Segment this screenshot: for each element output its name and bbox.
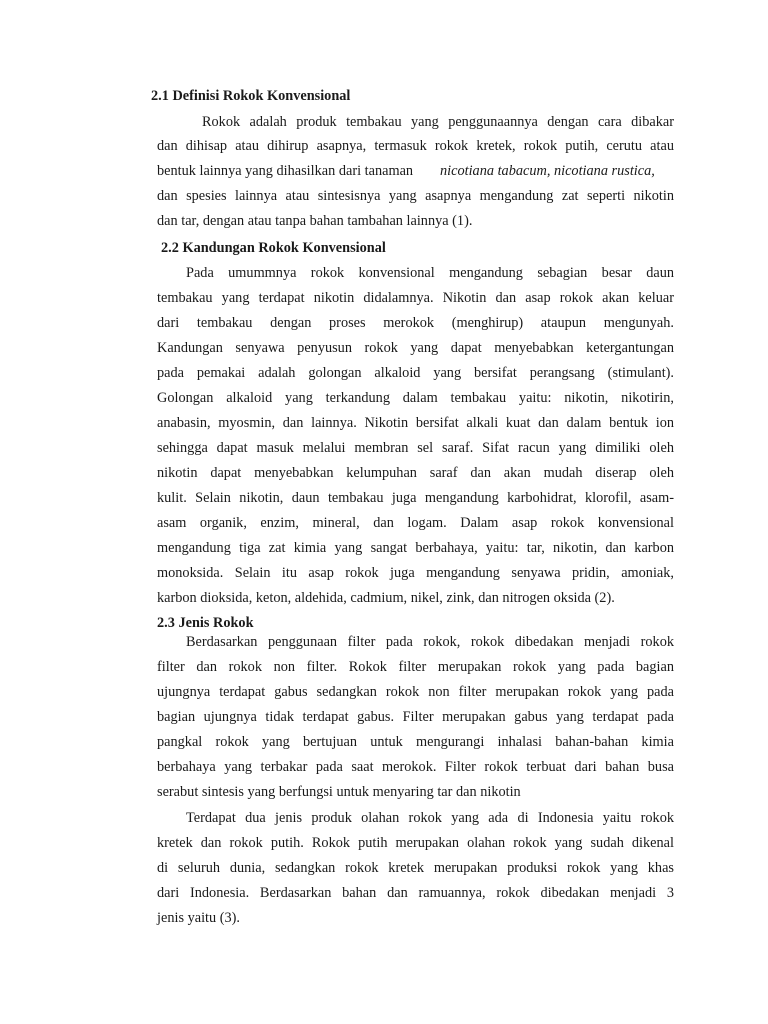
paragraph-line: anabasin, myosmin, dan lainnya. Nikotin bersifat alkali kuat dan dalam bentuk ion — [157, 415, 674, 431]
paragraph-line: tembakau yang terdapat nikotin didalamnya. Nikotin dan asap rokok akan keluar — [157, 290, 674, 306]
paragraph-line: filter dan rokok non filter. Rokok filter merupakan rokok yang pada bagian — [157, 659, 674, 675]
section-heading-2-3: 2.3 Jenis Rokok — [157, 615, 254, 631]
paragraph-line: bentuk lainnya yang dihasilkan dari tanaman — [157, 163, 414, 179]
paragraph-line: mengandung tiga zat kimia yang sangat berbahaya, yaitu: tar, nikotin, dan karbon — [157, 540, 674, 556]
paragraph-line: Golongan alkaloid yang terkandung dalam tembakau yaitu: nikotin, nikotirin, — [157, 390, 674, 406]
paragraph-line: di seluruh dunia, sedangkan rokok kretek merupakan produksi rokok yang khas — [157, 860, 674, 876]
paragraph-line: dan spesies lainnya atau sintesisnya yang asapnya mengandung zat seperti nikotin — [157, 188, 674, 204]
paragraph-line: jenis yaitu (3). — [157, 910, 240, 926]
paragraph-line: nikotin dapat menyebabkan kelumpuhan saraf dan akan mudah diserap oleh — [157, 465, 674, 481]
paragraph-line: Rokok adalah produk tembakau yang penggunaannya dengan cara dibakar — [202, 114, 674, 130]
paragraph-line: Kandungan senyawa penyusun rokok yang dapat menyebabkan ketergantungan — [157, 340, 674, 356]
paragraph-line: bagian ujungnya tidak terdapat gabus. Filter merupakan gabus yang terdapat pada — [157, 709, 674, 725]
paragraph-line: karbon dioksida, keton, aldehida, cadmium, nikel, zink, dan nitrogen oksida (2). — [157, 590, 615, 606]
paragraph-line: monoksida. Selain itu asap rokok juga mengandung senyawa pridin, amoniak, — [157, 565, 674, 581]
paragraph-line: kulit. Selain nikotin, daun tembakau juga mengandung karbohidrat, klorofil, asam- — [157, 490, 674, 506]
paragraph-line: serabut sintesis yang berfungsi untuk menyaring tar dan nikotin — [157, 784, 521, 800]
paragraph-line: Terdapat dua jenis produk olahan rokok yang ada di Indonesia yaitu rokok — [186, 810, 674, 826]
section-heading-2-1: 2.1 Definisi Rokok Konvensional — [151, 88, 351, 104]
paragraph-line: pangkal rokok yang bertujuan untuk mengurangi inhalasi bahan-bahan kimia — [157, 734, 674, 750]
paragraph-line: berbahaya yang terbakar pada saat merokok. Filter rokok terbuat dari bahan busa — [157, 759, 674, 775]
paragraph-line: asam organik, enzim, mineral, dan logam. Dalam asap rokok konvensional — [157, 515, 674, 531]
paragraph-line-italic: nicotiana tabacum, nicotiana rustica, — [440, 163, 655, 179]
paragraph-line: Pada umummnya rokok konvensional mengandung sebagian besar daun — [186, 265, 674, 281]
paragraph-line: ujungnya terdapat gabus sedangkan rokok non filter merupakan rokok yang pada — [157, 684, 674, 700]
paragraph-line: dari Indonesia. Berdasarkan bahan dan ramuannya, rokok dibedakan menjadi 3 — [157, 885, 674, 901]
paragraph-line: pada pemakai adalah golongan alkaloid yang bersifat perangsang (stimulant). — [157, 365, 674, 381]
paragraph-line: kretek dan rokok putih. Rokok putih merupakan olahan rokok yang sudah dikenal — [157, 835, 674, 851]
section-heading-2-2: 2.2 Kandungan Rokok Konvensional — [161, 240, 386, 256]
paragraph-line: sehingga dapat masuk melalui membran sel saraf. Sifat racun yang dimiliki oleh — [157, 440, 674, 456]
paragraph-line: dari tembakau dengan proses merokok (menghirup) ataupun mengunyah. — [157, 315, 674, 331]
paragraph-line: Berdasarkan penggunaan filter pada rokok, rokok dibedakan menjadi rokok — [186, 634, 674, 650]
paragraph-line: dan tar, dengan atau tanpa bahan tambahan lainnya (1). — [157, 213, 473, 229]
paragraph-line: dan dihisap atau dihirup asapnya, termasuk rokok kretek, rokok putih, cerutu atau — [157, 138, 674, 154]
